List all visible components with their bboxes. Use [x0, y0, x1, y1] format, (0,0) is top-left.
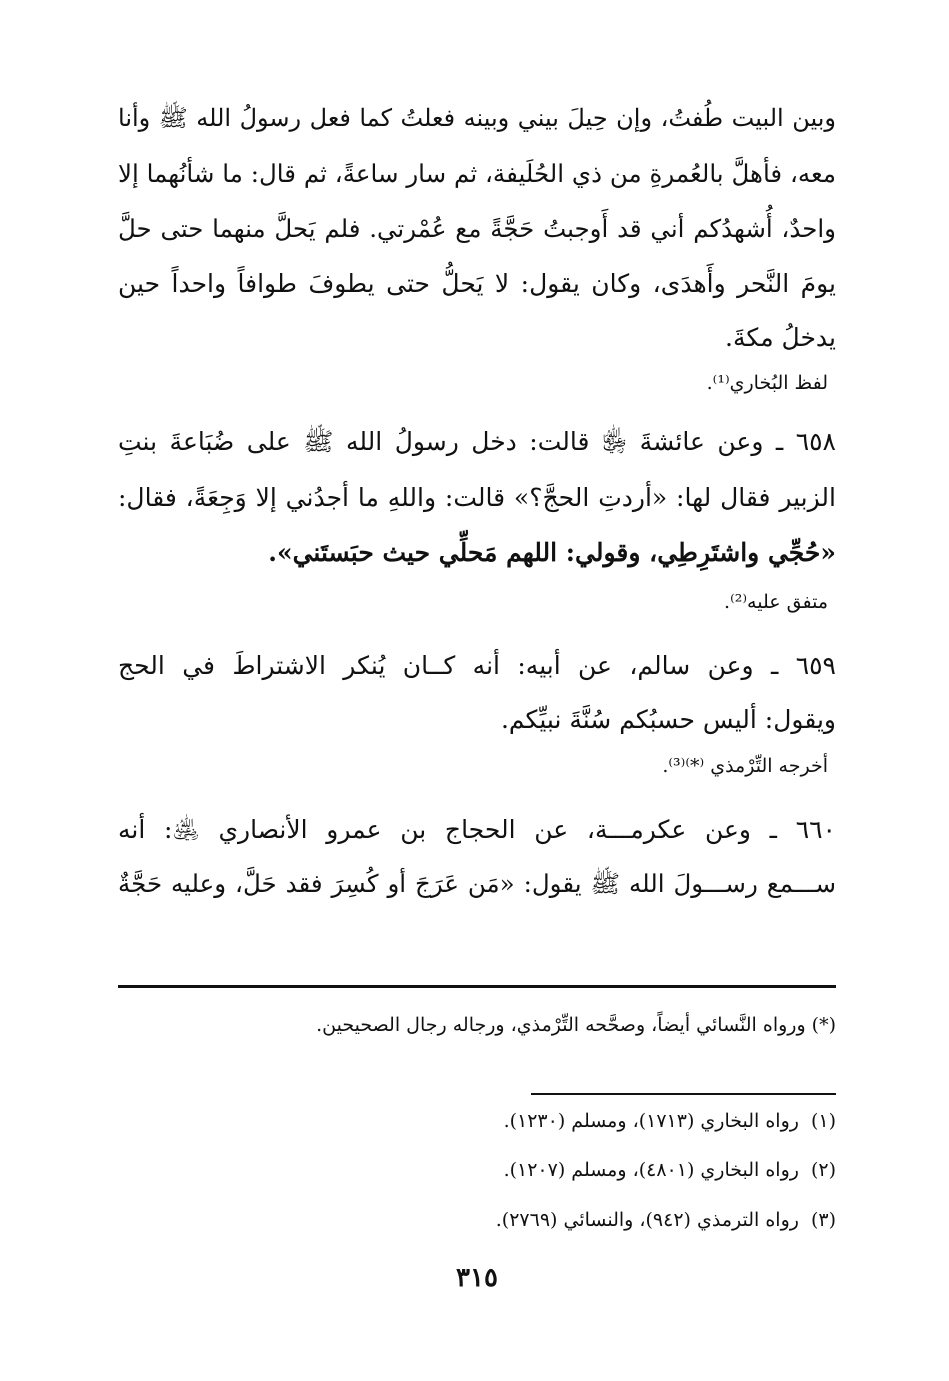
footnote	[496, 1205, 836, 1235]
footnote-number: (١)	[810, 1110, 836, 1132]
body-line: يدخلُ مكةَ.	[725, 323, 836, 352]
footnote-number: (٣)	[810, 1209, 836, 1231]
footnote	[504, 1106, 836, 1136]
book-page	[118, 80, 836, 1310]
footnote-number: (٢)	[810, 1159, 836, 1181]
body-line: يومَ النَّحر وأَهدَى، وكان يقول: لا يَحلُّ حتى يطوفَ طوافاً واحداً حين	[118, 269, 836, 298]
body-line: وبين البيت طُفتُ، وإن حِيلَ بيني وبينه فعلتُ كما فعل رسولُ الله ﷺ وأنا	[118, 104, 836, 132]
body-line: معه، فأهلَّ بالعُمرةِ من ذي الحُلَيفة، ثم سار ساعةً، ثم قال: ما شأنُهما إلا	[118, 159, 836, 188]
hadith-659-line: ٦٥٩ ـ وعن سالم، عن أبيه: أنه كــان يُنكر الاشتراطَ في الحج	[118, 651, 836, 680]
source-citation: أخرجه التِّرْمذي ⁽*⁾⁽³⁾.	[662, 755, 828, 777]
hadith-658-line: «حُجِّي واشتَرِطِي، وقولي: اللهم مَحلِّي حيث حبَستَني».	[268, 538, 836, 567]
source-citation: لفظ البُخاري⁽¹⁾.	[706, 372, 828, 394]
footnote-text: رواه البخاري (٤٨٠١)، ومسلم (١٢٠٧).	[503, 1159, 799, 1181]
footnote-text: رواه البخاري (١٧١٣)، ومسلم (١٢٣٠).	[503, 1110, 799, 1132]
body-line: واحدٌ، أُشهدُكم أني قد أَوجبتُ حَجَّةً مع عُمْرتي. فلم يَحلَّ منهما حتى حلَّ	[118, 214, 836, 243]
footnote-text: رواه الترمذي (٩٤٢)، والنسائي (٢٧٦٩).	[495, 1209, 799, 1231]
hadith-658-line: الزبير فقال لها: «أردتِ الحجَّ؟» قالت: واللهِ ما أجدُني إلا وَجِعَةً، فقال:	[118, 483, 836, 512]
hadith-660-line: ٦٦٠ ـ وعن عكرمـــة، عن الحجاج بن عمرو الأنصاري ﵁: أنه	[118, 815, 836, 844]
footnote-separator	[118, 985, 836, 988]
footnote-star: (*) ورواه النَّسائي أيضاً، وصحَّحه التِّرْمذي، ورجاله رجال الصحيحين.	[316, 1014, 836, 1036]
footnote	[504, 1155, 836, 1185]
page-number: ٣١٥	[456, 1263, 498, 1293]
hadith-658-line: ٦٥٨ ـ وعن عائشةَ ﵂ قالت: دخل رسولُ الله ﷺ على ضُبَاعةَ بنتِ	[118, 427, 836, 456]
hadith-660-line: ســـمع رســـولَ الله ﷺ يقول: «مَن عَرَجَ أو كُسِرَ فقد حَلَّ، وعليه حَجَّةٌ	[118, 869, 836, 898]
source-citation: متفق عليه⁽²⁾.	[724, 591, 828, 613]
footnote-separator-short	[531, 1093, 836, 1095]
hadith-659-line: ويقول: أليس حسبُكم سُنَّةَ نبيِّكم.	[500, 705, 836, 734]
